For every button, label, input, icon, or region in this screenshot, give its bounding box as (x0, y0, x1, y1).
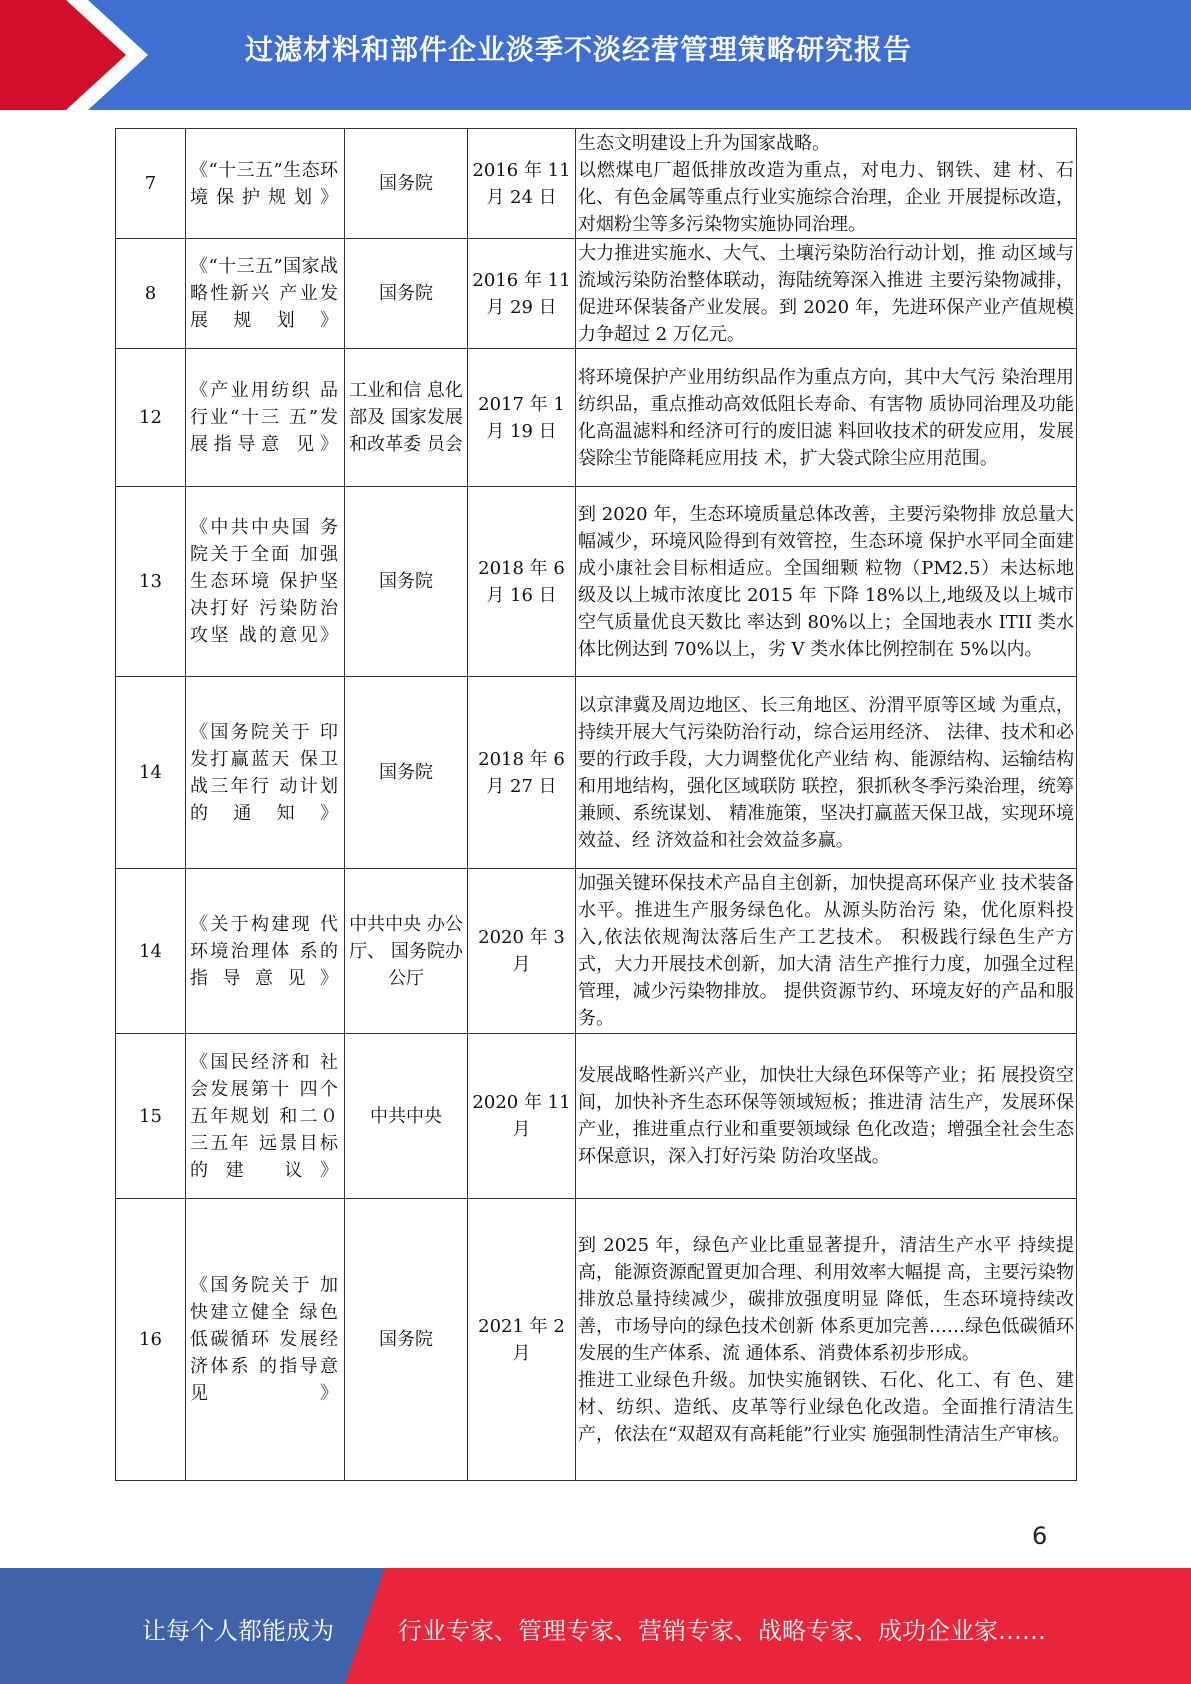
table-row (116, 677, 1077, 869)
policy-content: 到 2020 年，生态环境质量总体改善，主要污染物排 放总量大幅减少，环境风险得到有效管控，生态环境 保护水平同全面建成小康社会目标相适应。全国细颗 粒物（PM2.5）未达标地级及以上城市浓度比 2015 年 下降 18%以上,地级及以上城市空气质量优良天数比 率达到 80%以上；全国地表水 ITII 类水体比例达到 70%以上，劣 V 类水体比例控制在 5%以内。 (576, 487, 1077, 677)
policy-content: 将环境保护产业用纺织品作为重点方向，其中大气污 染治理用纺织品，重点推动高效低阻长寿命、有害物 质协同治理及功能化高温滤料和经济可行的废旧滤 料回收技术的研发应用，发展袋除尘节能降耗应用技 术，扩大袋式除尘应用范围。 (576, 349, 1077, 487)
policy-date: 2016 年 11 月 24 日 (468, 129, 576, 239)
table-row (116, 349, 1077, 487)
policy-content: 大力推进实施水、大气、土壤污染防治行动计划，推 动区域与流域污染防治整体联动，海陆统筹深入推进 主要污染物减排，促进环保装备产业发展。到 2020 年，先进环保产业产值规模力争超过 2 万亿元。 (576, 239, 1077, 349)
page-header (0, 0, 1191, 110)
table-row (116, 129, 1077, 239)
policy-issuer: 工业和信 息化部及 国家发展 和改革委 员会 (345, 349, 468, 487)
policy-issuer: 中共中央 办公厅、 国务院办 公厅 (345, 869, 468, 1034)
policy-content: 加强关键环保技术产品自主创新，加快提高环保产业 技术装备水平。推进生产服务绿色化。从源头防治污 染，优化原料投入,依法依规淘汰落后生产工艺技术。 积极践行绿色生产方式，大力开展技术创新，加大清 洁生产推行力度，加强全过程管理，减少污染物排放。 提供资源节约、环境友好的产品和服务。 (576, 869, 1077, 1034)
table-row (116, 487, 1077, 677)
policy-date: 2020 年 3 月 (468, 869, 576, 1034)
policy-issuer: 国务院 (345, 487, 468, 677)
page-number: 6 (1032, 1522, 1048, 1550)
policy-issuer: 国务院 (345, 129, 468, 239)
row-number: 15 (116, 1034, 186, 1199)
policy-title: 《中共中央国 务院关于全面 加强生态环境 保护坚决打好 污染防治攻坚 战的意见》 (186, 487, 345, 677)
footer-slogan-right: 行业专家、管理专家、营销专家、战略专家、成功企业家…… (398, 1617, 1046, 1645)
policy-title: 《关于构建现 代环境治理体 系的指导意见》 (186, 869, 345, 1034)
policy-date: 2020 年 11 月 (468, 1034, 576, 1199)
row-number: 13 (116, 487, 186, 677)
table-row (116, 239, 1077, 349)
policy-content: 生态文明建设上升为国家战略。 以燃煤电厂超低排放改造为重点，对电力、钢铁、建 材、石化、有色金属等重点行业实施综合治理，企业 开展提标改造，对烟粉尘等多污染物实施协同治理。 (576, 129, 1077, 239)
policy-issuer: 国务院 (345, 239, 468, 349)
policy-table (115, 128, 1077, 1481)
policy-content: 发展战略性新兴产业，加快壮大绿色环保等产业；拓 展投资空间，加快补齐生态环保等领域短板；推进清 洁生产，发展环保产业，推进重点行业和重要领域绿 色化改造；增强全社会生态环保意识，深入打好污染 防治攻坚战。 (576, 1034, 1077, 1199)
table-row (116, 869, 1077, 1034)
document-title: 过滤材料和部件企业淡季不淡经营管理策略研究报告 (245, 33, 913, 66)
policy-issuer: 国务院 (345, 677, 468, 869)
row-number: 14 (116, 869, 186, 1034)
policy-title: 《国务院关于 加快建立健全 绿色低碳循环 发展经济体系 的指导意见》 (186, 1199, 345, 1481)
policy-date: 2018 年 6 月 27 日 (468, 677, 576, 869)
row-number: 7 (116, 129, 186, 239)
policy-content: 以京津冀及周边地区、长三角地区、汾渭平原等区域 为重点，持续开展大气污染防治行动，综合运用经济、 法律、技术和必要的行政手段，大力调整优化产业结 构、能源结构、运输结构和用地结构，强化区域联防 联控，狠抓秋冬季污染治理，统筹兼顾、系统谋划、 精准施策，坚决打赢蓝天保卫战，实现环境效益、经 济效益和社会效益多赢。 (576, 677, 1077, 869)
policy-title: 《国务院关于 印发打赢蓝天 保卫战三年行 动计划的通知》 (186, 677, 345, 869)
policy-issuer: 国务院 (345, 1199, 468, 1481)
policy-title: 《国民经济和 社会发展第十 四个五年规划 和二０三五年 远景目标的建 议》 (186, 1034, 345, 1199)
policy-date: 2021 年 2 月 (468, 1199, 576, 1481)
row-number: 14 (116, 677, 186, 869)
policy-issuer: 中共中央 (345, 1034, 468, 1199)
row-number: 12 (116, 349, 186, 487)
table-row (116, 1034, 1077, 1199)
page-footer (0, 1568, 1191, 1684)
policy-title: 《“十三五”生态环境保护规划》 (186, 129, 345, 239)
policy-content: 到 2025 年，绿色产业比重显著提升，清洁生产水平 持续提高，能源资源配置更加合理、利用效率大幅提 高，主要污染物排放总量持续减少，碳排放强度明显 降低，生态环境持续改善，市场导向的绿色技术创新 体系更加完善……绿色低碳循环发展的生产体系、流 通体系、消费体系初步形成。 推进工业绿色升级。加快实施钢铁、石化、化工、有 色、建材、纺织、造纸、皮革等行业绿色化改造。全面推行清洁生产，依法在“双超双有高耗能”行业实 施强制性清洁生产审核。 (576, 1199, 1077, 1481)
policy-title: 《“十三五”国家战略性新兴 产业发展规划》 (186, 239, 345, 349)
header-arrow-decoration (0, 0, 150, 110)
row-number: 8 (116, 239, 186, 349)
table-row (116, 1199, 1077, 1481)
policy-date: 2016 年 11 月 29 日 (468, 239, 576, 349)
row-number: 16 (116, 1199, 186, 1481)
policy-date: 2017 年 1 月 19 日 (468, 349, 576, 487)
policy-date: 2018 年 6 月 16 日 (468, 487, 576, 677)
policy-title: 《产业用纺织 品行业“十三 五”发展指导意 见》 (186, 349, 345, 487)
footer-slogan-left: 让每个人都能成为 (142, 1617, 334, 1645)
